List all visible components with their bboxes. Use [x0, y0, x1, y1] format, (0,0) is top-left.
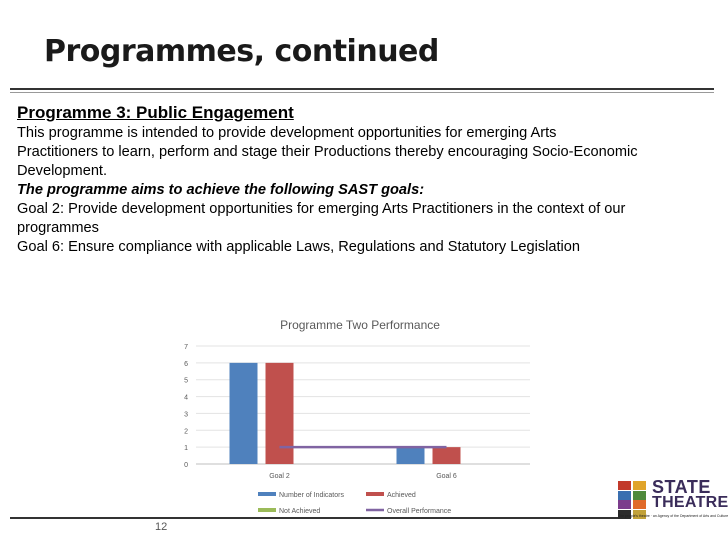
page-number: 12: [155, 521, 168, 533]
legend-label: Overall Performance: [387, 508, 452, 515]
emblem-tile: [633, 481, 646, 490]
legend-swatch: [366, 492, 384, 496]
goal-line: Goal 2: Provide development opportunities for emerging Arts Practitioners in the context of our: [17, 201, 626, 217]
goals-intro: The programme aims to achieve the following SAST goals:: [17, 182, 425, 198]
legend-label: Achieved: [387, 492, 416, 499]
x-tick-label: Goal 2: [269, 473, 290, 480]
y-tick-label: 6: [184, 360, 188, 368]
goal-line: programmes: [17, 220, 99, 236]
slide-title: Programmes, continued: [44, 34, 439, 69]
emblem-tile: [618, 481, 631, 490]
logo-wordmark: [652, 479, 728, 511]
chart-title: Programme Two Performance: [280, 318, 440, 332]
legend-label: Number of Indicators: [279, 492, 344, 499]
legend-swatch: [258, 508, 276, 512]
y-tick-label: 2: [184, 428, 188, 436]
emblem-tile: [618, 491, 631, 500]
bar-number-of-indicators: [397, 447, 425, 464]
footer-divider: [10, 517, 630, 519]
bar-achieved: [266, 363, 294, 464]
bar-number-of-indicators: [230, 363, 258, 464]
logo-line-1: STATE: [652, 477, 711, 497]
paragraph-line: Practitioners to learn, perform and stage their Productions thereby encouraging Socio-Economic: [17, 144, 638, 160]
emblem-tile: [633, 500, 646, 509]
paragraph-line: This programme is intended to provide development opportunities for emerging Arts: [17, 125, 557, 141]
y-tick-label: 1: [184, 445, 188, 453]
y-tick-label: 5: [184, 377, 188, 385]
y-tick-label: 3: [184, 411, 188, 419]
emblem-tile: [633, 491, 646, 500]
legend-label: Not Achieved: [279, 508, 321, 515]
goal-line: Goal 6: Ensure compliance with applicable Laws, Regulations and Statutory Legislation: [17, 239, 580, 255]
y-tick-label: 4: [184, 394, 188, 402]
legend-swatch: [258, 492, 276, 496]
y-tick-label: 7: [184, 344, 188, 351]
y-tick-label: 0: [184, 462, 188, 469]
x-tick-label: Goal 6: [436, 473, 457, 480]
paragraph-line: Development.: [17, 163, 108, 179]
bar-achieved: [433, 447, 461, 464]
logo-tagline: The people's theatre · an Agency of the Department of Arts and Culture: [618, 514, 728, 518]
emblem-tile: [618, 500, 631, 509]
programme-heading: Programme 3: Public Engagement: [17, 103, 294, 122]
state-theatre-logo: [618, 477, 728, 523]
logo-line-2: THEATRE: [652, 494, 728, 511]
